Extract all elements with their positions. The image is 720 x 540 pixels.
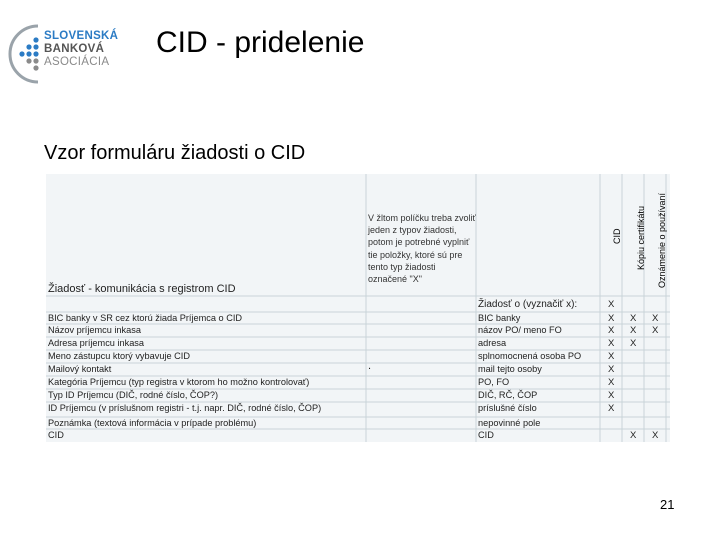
form-row-mark: X (652, 325, 659, 336)
form-row-value: DIČ, RČ, ČOP (478, 390, 538, 400)
form-row-value: splnomocnená osoba PO (478, 351, 582, 361)
logo-line-1: SLOVENSKÁ (44, 30, 119, 42)
separator-dot: . (368, 360, 372, 372)
form-row-value: nepovinné pole (478, 418, 541, 428)
form-instruction: V žltom políčku treba zvoliť jeden z typov žiadosti, potom je potrebné vyplniť tie položky, ktoré sú pre tento typ žiadosti označené "X" (368, 213, 476, 285)
form-row-mark: X (630, 325, 637, 336)
form-row-mark: X (608, 338, 615, 349)
form-row-value: mail tejto osoby (478, 364, 542, 374)
request-type-mark-cid: X (608, 299, 615, 310)
form-row-mark: X (608, 313, 615, 324)
form-row-value: PO, FO (478, 377, 510, 387)
logo-line-2: BANKOVÁ (44, 43, 105, 55)
form-row-mark: X (608, 403, 615, 414)
form-row-mark: X (652, 430, 659, 441)
form-row-mark: X (608, 364, 615, 375)
form-row-label: Názov príjemcu inkasa (48, 325, 141, 335)
logo-line-3: ASOCIÁCIA (44, 56, 110, 68)
form-row-value: CID (478, 430, 494, 440)
form-row-value: BIC banky (478, 313, 521, 323)
form-row-value: adresa (478, 338, 507, 348)
page-number: 21 (660, 497, 675, 512)
form-row-label: Poznámka (textová informácia v prípade problému) (48, 418, 257, 428)
form-row-mark: X (608, 377, 615, 388)
form-row-label: Mailový kontakt (48, 364, 112, 374)
slide-title: CID - pridelenie (156, 26, 365, 59)
form-row-mark: X (608, 325, 615, 336)
form-row-mark: X (630, 338, 637, 349)
form-row-mark: X (652, 313, 659, 324)
form-row-mark: X (630, 313, 637, 324)
column-header-cid: CID (612, 228, 622, 244)
request-type-label: Žiadosť o (vyznačiť x): (478, 299, 578, 310)
cid-request-form (46, 174, 670, 442)
form-row-label: Typ ID Príjemcu (DIČ, rodné číslo, ČOP?) (48, 390, 219, 400)
form-row-value: príslušné číslo (478, 403, 537, 413)
form-row-value: názov PO/ meno FO (478, 325, 562, 335)
form-heading: Žiadosť - komunikácia s registrom CID (48, 283, 236, 295)
slide-subtitle: Vzor formuláru žiadosti o CID (44, 142, 306, 164)
form-row-label: Kategória Príjemcu (typ registra v ktorom ho možno kontrolovať) (48, 377, 310, 387)
form-row-mark: X (608, 390, 615, 401)
form-row-label: ID Príjemcu (v príslušnom registri - t.j. napr. DIČ, rodné číslo, ČOP) (48, 403, 322, 413)
column-header-certificate-copy: Kópiu certifikátu (636, 205, 646, 270)
column-header-usage-notice: Oznámenie o používaní (657, 192, 667, 288)
form-row-label: Meno zástupcu ktorý vybavuje CID (48, 351, 190, 361)
form-row-mark: X (630, 430, 637, 441)
form-row-label: BIC banky v SR cez ktorú žiada Príjemca o CID (48, 313, 243, 323)
form-row-label: CID (48, 430, 64, 440)
form-row-label: Adresa príjemcu inkasa (48, 338, 145, 348)
logo-text (44, 30, 118, 69)
form-row-mark: X (608, 351, 615, 362)
